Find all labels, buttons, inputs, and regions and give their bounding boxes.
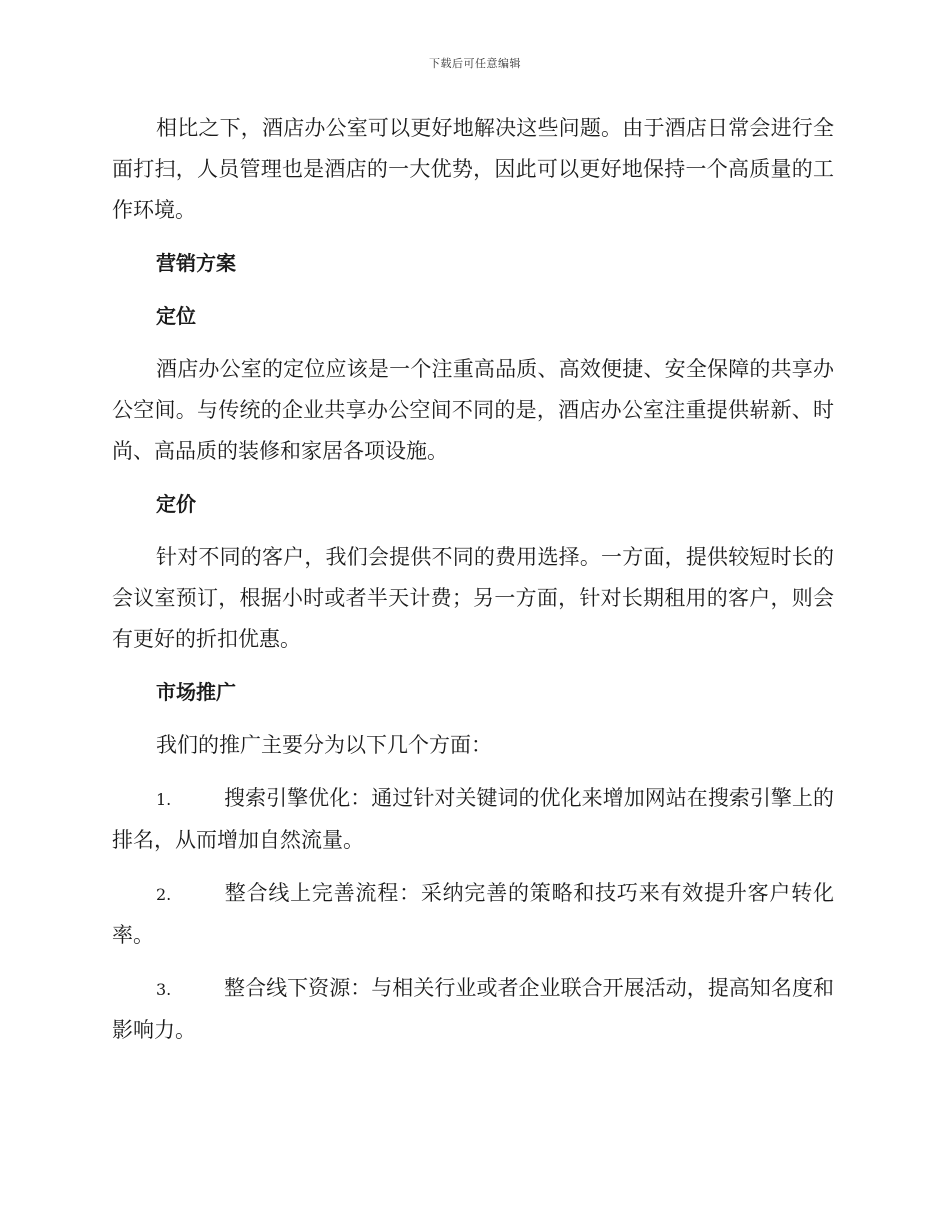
list-text: 整合线上完善流程：采纳完善的策略和技巧来有效提升客户转化率。 [112,881,834,947]
document-body [112,108,834,1063]
intro-paragraph: 相比之下，酒店办公室可以更好地解决这些问题。由于酒店日常会进行全面打扫，人员管理也是酒店的一大优势，因此可以更好地保持一个高质量的工作环境。 [112,116,834,222]
list-text: 搜索引擎优化：通过针对关键词的优化来增加网站在搜索引擎上的排名，从而增加自然流量。 [112,786,834,852]
positioning-paragraph: 酒店办公室的定位应该是一个注重高品质、高效便捷、安全保障的共享办公空间。与传统的企业共享办公空间不同的是，酒店办公室注重提供崭新、时尚、高品质的装修和家居各项设施。 [112,357,834,463]
pricing-paragraph: 针对不同的客户，我们会提供不同的费用选择。一方面，提供较短时长的会议室预订，根据小时或者半天计费；另一方面，针对长期租用的客户，则会有更好的折扣优惠。 [112,545,834,651]
list-text: 整合线下资源：与相关行业或者企业联合开展活动，提高知名度和影响力。 [112,976,834,1042]
list-item [112,873,834,956]
page-header: 下载后可任意编辑 [429,57,521,70]
list-item [112,778,834,861]
pricing-heading: 定价 [156,492,196,516]
positioning-heading: 定位 [156,304,196,328]
marketing-heading: 营销方案 [156,251,236,275]
promotion-intro: 我们的推广主要分为以下几个方面： [156,733,492,757]
list-number: 1. [156,790,172,809]
promotion-heading: 市场推广 [156,680,236,704]
list-number: 2. [156,885,172,904]
list-number: 3. [156,980,172,999]
list-item [112,968,834,1051]
